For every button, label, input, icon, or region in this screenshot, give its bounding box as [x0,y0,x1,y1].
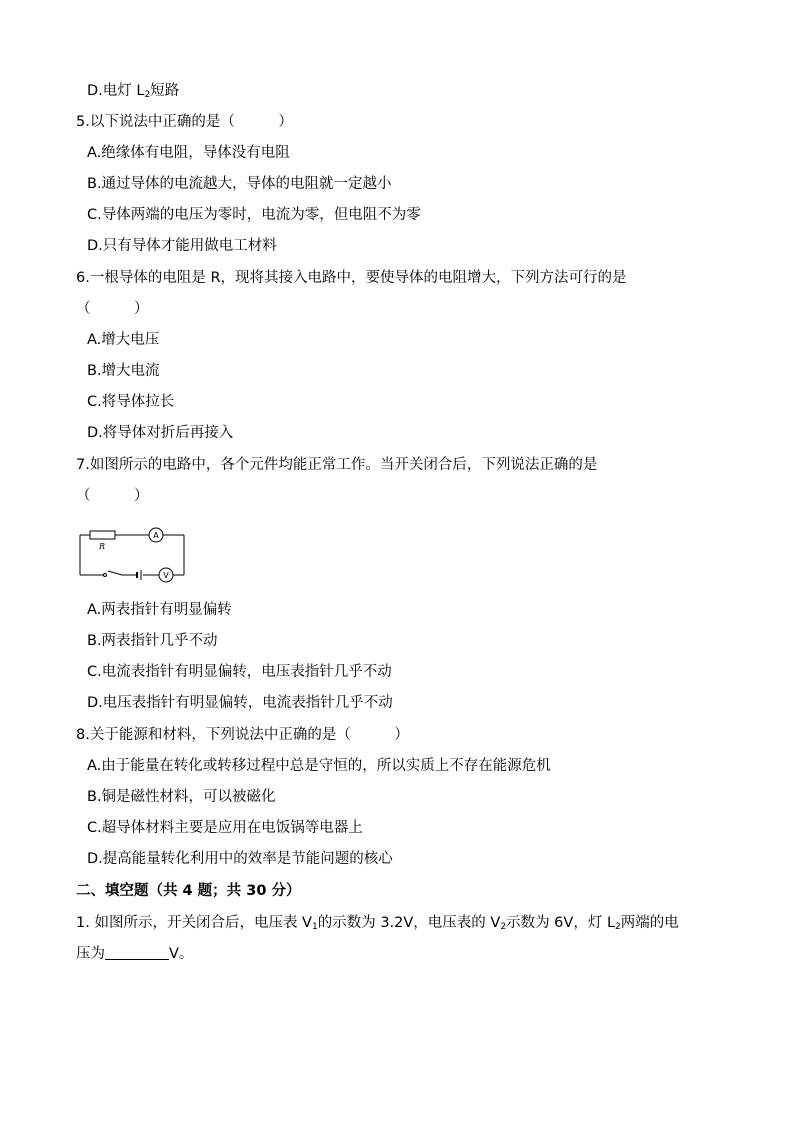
subscript: 1 [311,922,318,932]
q6-option-d: D.将导体对折后再接入 [87,425,234,441]
resistor-label: R [98,542,106,551]
circuit-diagram [76,520,196,586]
q5-option-a: A.绝缘体有电阻，导体没有电阻 [87,145,290,161]
switch-contact [104,574,107,577]
q8-option-d: D.提高能量转化利用中的效率是节能问题的核心 [87,851,393,867]
text-run: 1. 如图所示，开关闭合后，电压表 V [76,915,312,931]
answer-blank[interactable] [105,945,169,960]
fill1-stem-line2 [76,944,193,964]
text-run: 示数为 6V，灯 L [506,915,616,931]
text-run: 压为 [76,946,105,962]
q7-stem: 7.如图所示的电路中，各个元件均能正常工作。当开关闭合后，下列说法正确的是 [76,457,598,473]
q4-option-d [87,81,179,105]
q5-option-b: B.通过导体的电流越大，导体的电阻就一定越小 [87,176,392,192]
q5-stem: 5.以下说法中正确的是（ ） [76,114,293,130]
text-run: V。 [169,946,194,962]
option-text: D.电灯 L [87,83,145,99]
subscript: 2 [615,922,621,932]
q5-option-d: D.只有导体才能用做电工材料 [87,238,277,254]
q5-option-c: C.导体两端的电压为零时，电流为零，但电阻不为零 [87,207,421,223]
q7-option-c: C.电流表指针有明显偏转，电压表指针几乎不动 [87,664,392,680]
q6-stem: 6.一根导体的电阻是 R，现将其接入电路中，要使导体的电阻增大，下列方法可行的是 [76,270,627,286]
voltmeter-label: V [163,571,169,580]
q7-option-b: B.两表指针几乎不动 [87,633,218,649]
ammeter-label: A [153,531,159,540]
q6-option-b: B.增大电流 [87,363,160,379]
q8-option-a: A.由于能量在转化或转移过程中总是守恒的，所以实质上不存在能源危机 [87,758,551,774]
resistor-symbol [90,531,115,539]
q7-answer-paren: （ ） [76,488,149,504]
q8-option-c: C.超导体材料主要是应用在电饭锅等电器上 [87,820,363,836]
q6-option-c: C.将导体拉长 [87,394,175,410]
text-run: 的示数为 3.2V，电压表的 V [317,915,501,931]
subscript: 2 [144,90,151,100]
q7-option-d: D.电压表指针有明显偏转，电流表指针几乎不动 [87,695,393,711]
q8-stem: 8.关于能源和材料，下列说法中正确的是（ ） [76,727,409,743]
text-run: 两端的电 [620,915,679,931]
q7-option-a: A.两表指针有明显偏转 [87,602,232,618]
switch-lever [108,571,122,575]
q6-option-a: A.增大电压 [87,332,160,348]
section-heading: 二、填空题（共 4 题；共 30 分） [76,883,301,899]
subscript: 2 [500,922,507,932]
fill1-stem-line1 [76,913,679,937]
option-text: 短路 [150,83,180,99]
q6-answer-paren: （ ） [76,301,149,317]
q8-option-b: B.铜是磁性材料，可以被磁化 [87,789,276,805]
